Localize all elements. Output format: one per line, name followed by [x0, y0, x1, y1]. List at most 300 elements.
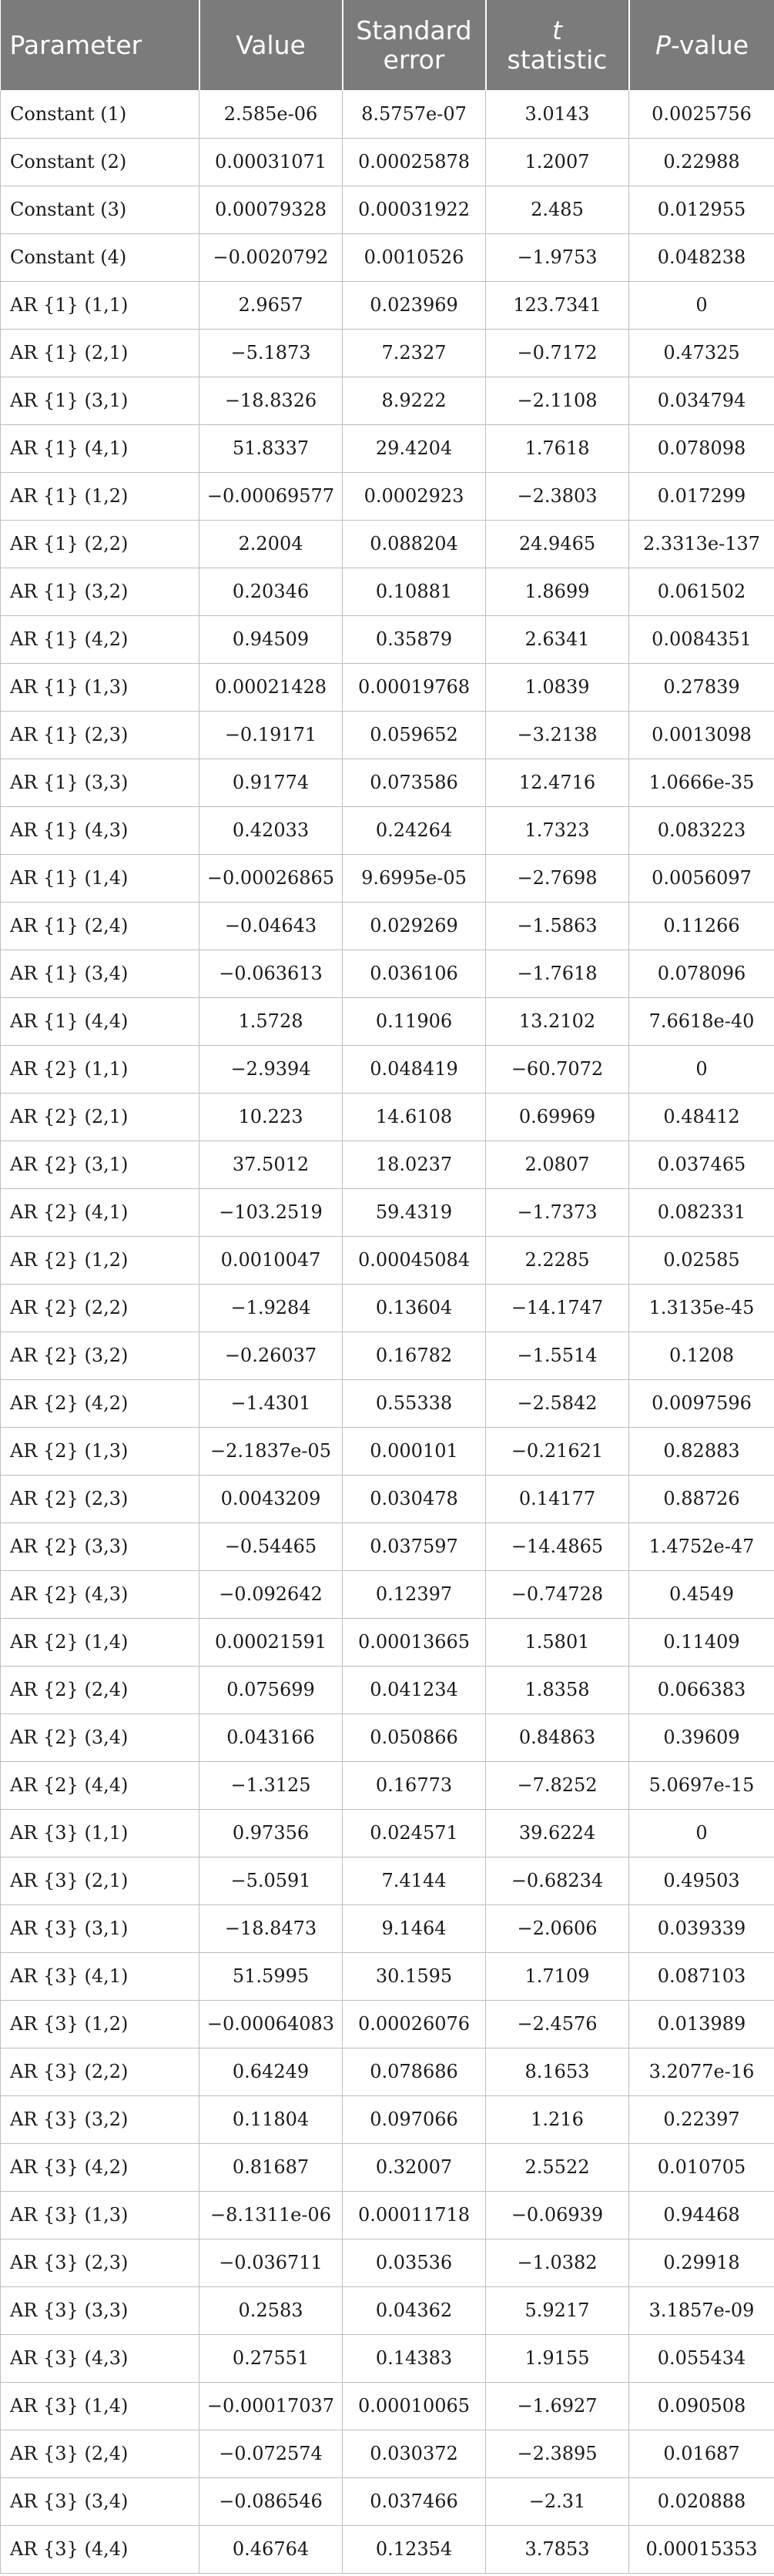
- table-row: [1, 2382, 774, 2430]
- cell-p-value: 0.048238: [629, 233, 774, 281]
- cell-p-value: 3.2077e-16: [629, 2048, 774, 2095]
- cell-standard-error: 0.14383: [343, 2334, 486, 2382]
- cell-t-statistic: −0.68234: [486, 1857, 629, 1904]
- table-body: [1, 90, 774, 2573]
- table-row: [1, 1284, 774, 1332]
- cell-value: 0.043166: [199, 1713, 343, 1761]
- cell-p-value: 0.017299: [629, 472, 774, 520]
- cell-parameter: AR {2} (2,1): [1, 1093, 199, 1141]
- cell-standard-error: 0.088204: [343, 520, 486, 568]
- table-row: [1, 1379, 774, 1427]
- cell-parameter: AR {3} (3,1): [1, 1904, 199, 1952]
- table-row: [1, 1666, 774, 1713]
- cell-p-value: 0: [629, 1809, 774, 1857]
- cell-standard-error: 0.12397: [343, 1570, 486, 1618]
- cell-p-value: 0.034794: [629, 377, 774, 424]
- cell-parameter: AR {3} (4,4): [1, 2525, 199, 2573]
- cell-t-statistic: −60.7072: [486, 1045, 629, 1093]
- cell-p-value: 0.0084351: [629, 615, 774, 663]
- cell-value: −0.04643: [199, 902, 343, 950]
- table-row: [1, 2095, 774, 2143]
- cell-standard-error: 0.16773: [343, 1761, 486, 1809]
- cell-t-statistic: −2.4576: [486, 2000, 629, 2048]
- table-row: [1, 1570, 774, 1618]
- cell-value: −0.036711: [199, 2239, 343, 2286]
- cell-value: −0.00069577: [199, 472, 343, 520]
- table-row: [1, 1809, 774, 1857]
- cell-t-statistic: 1.7618: [486, 424, 629, 472]
- cell-p-value: 0.078098: [629, 424, 774, 472]
- cell-standard-error: 0.0002923: [343, 472, 486, 520]
- cell-parameter: AR {1} (2,1): [1, 329, 199, 377]
- cell-t-statistic: 2.485: [486, 186, 629, 233]
- cell-value: 0.11804: [199, 2095, 343, 2143]
- table-row: [1, 472, 774, 520]
- table-row: [1, 1236, 774, 1284]
- cell-standard-error: 0.037466: [343, 2477, 486, 2525]
- cell-parameter: AR {3} (4,2): [1, 2143, 199, 2191]
- cell-p-value: 0.083223: [629, 806, 774, 854]
- cell-p-value: 0.94468: [629, 2191, 774, 2239]
- table-row: [1, 2048, 774, 2095]
- cell-p-value: 0.29918: [629, 2239, 774, 2286]
- cell-parameter: AR {2} (1,1): [1, 1045, 199, 1093]
- cell-standard-error: 0.048419: [343, 1045, 486, 1093]
- cell-t-statistic: −1.5514: [486, 1332, 629, 1379]
- cell-standard-error: 14.6108: [343, 1093, 486, 1141]
- cell-t-statistic: −1.6927: [486, 2382, 629, 2430]
- cell-parameter: AR {1} (1,1): [1, 281, 199, 329]
- cell-t-statistic: 0.14177: [486, 1475, 629, 1522]
- cell-t-statistic: 1.7323: [486, 806, 629, 854]
- cell-p-value: 1.4752e-47: [629, 1522, 774, 1570]
- table-row: [1, 1475, 774, 1522]
- table-row: [1, 615, 774, 663]
- table-row: [1, 2430, 774, 2477]
- cell-standard-error: 0.04362: [343, 2286, 486, 2334]
- cell-p-value: 0.0013098: [629, 711, 774, 759]
- table-row: [1, 1427, 774, 1475]
- cell-p-value: 0.037465: [629, 1141, 774, 1188]
- cell-p-value: 7.6618e-40: [629, 997, 774, 1045]
- cell-parameter: AR {2} (2,3): [1, 1475, 199, 1522]
- cell-t-statistic: −2.3803: [486, 472, 629, 520]
- cell-parameter: AR {3} (1,3): [1, 2191, 199, 2239]
- cell-p-value: 0: [629, 1045, 774, 1093]
- cell-value: 51.8337: [199, 424, 343, 472]
- cell-t-statistic: 0.84863: [486, 1713, 629, 1761]
- table-row: [1, 90, 774, 138]
- cell-t-statistic: −14.1747: [486, 1284, 629, 1332]
- cell-standard-error: 0.32007: [343, 2143, 486, 2191]
- header-row: [1, 0, 774, 90]
- cell-standard-error: 8.9222: [343, 377, 486, 424]
- cell-t-statistic: 2.0807: [486, 1141, 629, 1188]
- cell-p-value: 0.48412: [629, 1093, 774, 1141]
- cell-p-value: 0.0025756: [629, 90, 774, 138]
- cell-value: 0.2583: [199, 2286, 343, 2334]
- cell-parameter: AR {3} (1,4): [1, 2382, 199, 2430]
- cell-value: −0.19171: [199, 711, 343, 759]
- cell-t-statistic: 1.0839: [486, 663, 629, 711]
- cell-value: 0.42033: [199, 806, 343, 854]
- cell-parameter: AR {1} (4,4): [1, 997, 199, 1045]
- cell-t-statistic: 1.216: [486, 2095, 629, 2143]
- cell-parameter: AR {1} (1,4): [1, 854, 199, 902]
- cell-t-statistic: −2.7698: [486, 854, 629, 902]
- cell-t-statistic: −0.7172: [486, 329, 629, 377]
- table-header: [1, 0, 774, 90]
- cell-standard-error: 0.029269: [343, 902, 486, 950]
- cell-p-value: 0.066383: [629, 1666, 774, 1713]
- cell-value: −8.1311e-06: [199, 2191, 343, 2239]
- cell-t-statistic: 1.7109: [486, 1952, 629, 2000]
- table-row: [1, 759, 774, 806]
- cell-parameter: AR {2} (2,2): [1, 1284, 199, 1332]
- cell-t-statistic: 1.8699: [486, 568, 629, 615]
- cell-value: −0.00026865: [199, 854, 343, 902]
- cell-t-statistic: −0.21621: [486, 1427, 629, 1475]
- table-row: [1, 281, 774, 329]
- cell-parameter: AR {2} (4,1): [1, 1188, 199, 1236]
- cell-standard-error: 0.059652: [343, 711, 486, 759]
- cell-value: 37.5012: [199, 1141, 343, 1188]
- cell-standard-error: 0.036106: [343, 950, 486, 997]
- cell-t-statistic: 3.0143: [486, 90, 629, 138]
- cell-value: 0.00021591: [199, 1618, 343, 1666]
- cell-parameter: AR {3} (1,2): [1, 2000, 199, 2048]
- header-standard-error: Standard error: [343, 0, 486, 90]
- cell-standard-error: 0.078686: [343, 2048, 486, 2095]
- cell-value: 0.46764: [199, 2525, 343, 2573]
- cell-value: 10.223: [199, 1093, 343, 1141]
- cell-value: 0.64249: [199, 2048, 343, 2095]
- cell-standard-error: 0.35879: [343, 615, 486, 663]
- table-row: [1, 1093, 774, 1141]
- table-row: [1, 520, 774, 568]
- cell-value: 1.5728: [199, 997, 343, 1045]
- cell-p-value: 0: [629, 281, 774, 329]
- cell-standard-error: 7.4144: [343, 1857, 486, 1904]
- cell-p-value: 0.4549: [629, 1570, 774, 1618]
- cell-p-value: 0.087103: [629, 1952, 774, 2000]
- cell-value: 0.0010047: [199, 1236, 343, 1284]
- cell-parameter: AR {2} (1,4): [1, 1618, 199, 1666]
- cell-standard-error: 0.041234: [343, 1666, 486, 1713]
- table-row: [1, 854, 774, 902]
- cell-value: 0.20346: [199, 568, 343, 615]
- cell-standard-error: 0.000101: [343, 1427, 486, 1475]
- cell-parameter: AR {1} (2,2): [1, 520, 199, 568]
- cell-standard-error: 0.00031922: [343, 186, 486, 233]
- cell-t-statistic: −1.0382: [486, 2239, 629, 2286]
- cell-p-value: 0.0097596: [629, 1379, 774, 1427]
- cell-standard-error: 0.030478: [343, 1475, 486, 1522]
- cell-parameter: AR {2} (3,1): [1, 1141, 199, 1188]
- cell-t-statistic: 39.6224: [486, 1809, 629, 1857]
- cell-p-value: 0.49503: [629, 1857, 774, 1904]
- cell-value: −0.00064083: [199, 2000, 343, 2048]
- cell-p-value: 0.88726: [629, 1475, 774, 1522]
- table-row: [1, 377, 774, 424]
- cell-value: 0.00079328: [199, 186, 343, 233]
- cell-value: 0.97356: [199, 1809, 343, 1857]
- cell-p-value: 2.3313e-137: [629, 520, 774, 568]
- cell-t-statistic: −1.7373: [486, 1188, 629, 1236]
- cell-standard-error: 18.0237: [343, 1141, 486, 1188]
- cell-value: −0.063613: [199, 950, 343, 997]
- cell-parameter: AR {1} (3,2): [1, 568, 199, 615]
- cell-p-value: 0.012955: [629, 186, 774, 233]
- table-row: [1, 1045, 774, 1093]
- header-p-value: P-value: [629, 0, 774, 90]
- cell-parameter: Constant (2): [1, 138, 199, 186]
- cell-standard-error: 0.03536: [343, 2239, 486, 2286]
- cell-value: 0.0043209: [199, 1475, 343, 1522]
- cell-parameter: AR {3} (3,4): [1, 2477, 199, 2525]
- cell-standard-error: 0.023969: [343, 281, 486, 329]
- cell-t-statistic: 13.2102: [486, 997, 629, 1045]
- cell-p-value: 0.11409: [629, 1618, 774, 1666]
- table-row: [1, 2286, 774, 2334]
- cell-p-value: 0.01687: [629, 2430, 774, 2477]
- cell-t-statistic: 123.7341: [486, 281, 629, 329]
- cell-standard-error: 59.4319: [343, 1188, 486, 1236]
- cell-t-statistic: 8.1653: [486, 2048, 629, 2095]
- table-row: [1, 1188, 774, 1236]
- cell-standard-error: 0.00045084: [343, 1236, 486, 1284]
- cell-standard-error: 0.24264: [343, 806, 486, 854]
- cell-t-statistic: 1.2007: [486, 138, 629, 186]
- cell-p-value: 0.39609: [629, 1713, 774, 1761]
- cell-parameter: Constant (1): [1, 90, 199, 138]
- cell-value: −1.3125: [199, 1761, 343, 1809]
- cell-value: 0.27551: [199, 2334, 343, 2382]
- cell-parameter: AR {2} (3,4): [1, 1713, 199, 1761]
- cell-value: −0.00017037: [199, 2382, 343, 2430]
- cell-parameter: AR {2} (1,2): [1, 1236, 199, 1284]
- cell-standard-error: 0.55338: [343, 1379, 486, 1427]
- cell-value: 0.075699: [199, 1666, 343, 1713]
- cell-p-value: 1.0666e-35: [629, 759, 774, 806]
- cell-value: −2.9394: [199, 1045, 343, 1093]
- cell-t-statistic: −2.5842: [486, 1379, 629, 1427]
- cell-parameter: AR {3} (4,1): [1, 1952, 199, 2000]
- cell-parameter: Constant (3): [1, 186, 199, 233]
- cell-value: −1.9284: [199, 1284, 343, 1332]
- cell-standard-error: 0.16782: [343, 1332, 486, 1379]
- cell-value: −0.54465: [199, 1522, 343, 1570]
- cell-p-value: 0.020888: [629, 2477, 774, 2525]
- cell-p-value: 0.090508: [629, 2382, 774, 2430]
- cell-p-value: 0.27839: [629, 663, 774, 711]
- cell-parameter: AR {3} (2,1): [1, 1857, 199, 1904]
- table-row: [1, 2191, 774, 2239]
- table-row: [1, 2239, 774, 2286]
- cell-standard-error: 29.4204: [343, 424, 486, 472]
- header-parameter: Parameter: [1, 0, 199, 90]
- table-row: [1, 2143, 774, 2191]
- cell-value: 0.00031071: [199, 138, 343, 186]
- cell-p-value: 0.11266: [629, 902, 774, 950]
- cell-p-value: 0.055434: [629, 2334, 774, 2382]
- cell-t-statistic: 0.69969: [486, 1093, 629, 1141]
- cell-standard-error: 0.11906: [343, 997, 486, 1045]
- cell-value: 2.2004: [199, 520, 343, 568]
- table-row: [1, 186, 774, 233]
- cell-t-statistic: −2.1108: [486, 377, 629, 424]
- cell-p-value: 0.013989: [629, 2000, 774, 2048]
- cell-value: −1.4301: [199, 1379, 343, 1427]
- cell-value: −5.1873: [199, 329, 343, 377]
- cell-standard-error: 0.12354: [343, 2525, 486, 2573]
- cell-p-value: 1.3135e-45: [629, 1284, 774, 1332]
- cell-t-statistic: −1.9753: [486, 233, 629, 281]
- header-t-statistic: t statistic: [486, 0, 629, 90]
- cell-parameter: AR {3} (2,4): [1, 2430, 199, 2477]
- cell-t-statistic: −14.4865: [486, 1522, 629, 1570]
- cell-parameter: AR {3} (4,3): [1, 2334, 199, 2382]
- table-row: [1, 806, 774, 854]
- cell-p-value: 0.082331: [629, 1188, 774, 1236]
- cell-standard-error: 0.097066: [343, 2095, 486, 2143]
- cell-t-statistic: 1.8358: [486, 1666, 629, 1713]
- cell-parameter: AR {2} (3,2): [1, 1332, 199, 1379]
- cell-t-statistic: −1.7618: [486, 950, 629, 997]
- cell-standard-error: 0.13604: [343, 1284, 486, 1332]
- table-row: [1, 2477, 774, 2525]
- cell-t-statistic: −1.5863: [486, 902, 629, 950]
- table-row: [1, 663, 774, 711]
- cell-t-statistic: −3.2138: [486, 711, 629, 759]
- cell-value: 0.91774: [199, 759, 343, 806]
- cell-value: −0.26037: [199, 1332, 343, 1379]
- table-row: [1, 424, 774, 472]
- cell-p-value: 0.010705: [629, 2143, 774, 2191]
- cell-t-statistic: −2.0606: [486, 1904, 629, 1952]
- cell-parameter: AR {2} (1,3): [1, 1427, 199, 1475]
- cell-p-value: 0.47325: [629, 329, 774, 377]
- cell-parameter: AR {3} (2,2): [1, 2048, 199, 2095]
- table-row: [1, 1713, 774, 1761]
- cell-parameter: AR {1} (1,3): [1, 663, 199, 711]
- cell-t-statistic: 1.5801: [486, 1618, 629, 1666]
- cell-standard-error: 0.0010526: [343, 233, 486, 281]
- cell-parameter: AR {1} (3,4): [1, 950, 199, 997]
- cell-parameter: Constant (4): [1, 233, 199, 281]
- table-row: [1, 711, 774, 759]
- cell-parameter: AR {3} (1,1): [1, 1809, 199, 1857]
- cell-t-statistic: −7.8252: [486, 1761, 629, 1809]
- cell-parameter: AR {2} (3,3): [1, 1522, 199, 1570]
- cell-t-statistic: 2.2285: [486, 1236, 629, 1284]
- cell-standard-error: 0.00013665: [343, 1618, 486, 1666]
- cell-parameter: AR {1} (4,2): [1, 615, 199, 663]
- table-row: [1, 233, 774, 281]
- cell-value: −18.8326: [199, 377, 343, 424]
- cell-parameter: AR {3} (3,2): [1, 2095, 199, 2143]
- cell-p-value: 0.078096: [629, 950, 774, 997]
- cell-value: −0.086546: [199, 2477, 343, 2525]
- cell-parameter: AR {1} (1,2): [1, 472, 199, 520]
- cell-standard-error: 0.050866: [343, 1713, 486, 1761]
- cell-value: 0.81687: [199, 2143, 343, 2191]
- cell-t-statistic: −0.74728: [486, 1570, 629, 1618]
- table-row: [1, 1761, 774, 1809]
- cell-value: 0.00021428: [199, 663, 343, 711]
- cell-value: −103.2519: [199, 1188, 343, 1236]
- cell-value: 0.94509: [199, 615, 343, 663]
- table-row: [1, 568, 774, 615]
- cell-value: 2.585e-06: [199, 90, 343, 138]
- cell-standard-error: 0.00019768: [343, 663, 486, 711]
- cell-t-statistic: −2.31: [486, 2477, 629, 2525]
- cell-standard-error: 9.6995e-05: [343, 854, 486, 902]
- table-row: [1, 2525, 774, 2573]
- cell-value: −5.0591: [199, 1857, 343, 1904]
- table-row: [1, 138, 774, 186]
- cell-value: −0.092642: [199, 1570, 343, 1618]
- cell-parameter: AR {1} (2,4): [1, 902, 199, 950]
- cell-parameter: AR {2} (4,3): [1, 1570, 199, 1618]
- table-row: [1, 1141, 774, 1188]
- cell-standard-error: 30.1595: [343, 1952, 486, 2000]
- cell-standard-error: 0.00010065: [343, 2382, 486, 2430]
- table-row: [1, 1904, 774, 1952]
- cell-t-statistic: 12.4716: [486, 759, 629, 806]
- cell-t-statistic: 24.9465: [486, 520, 629, 568]
- cell-parameter: AR {2} (4,2): [1, 1379, 199, 1427]
- header-value: Value: [199, 0, 343, 90]
- table-row: [1, 1522, 774, 1570]
- cell-parameter: AR {2} (2,4): [1, 1666, 199, 1713]
- cell-standard-error: 7.2327: [343, 329, 486, 377]
- cell-standard-error: 8.5757e-07: [343, 90, 486, 138]
- cell-value: 2.9657: [199, 281, 343, 329]
- cell-t-statistic: −2.3895: [486, 2430, 629, 2477]
- table-row: [1, 950, 774, 997]
- table-row: [1, 2334, 774, 2382]
- cell-standard-error: 0.024571: [343, 1809, 486, 1857]
- cell-p-value: 0.039339: [629, 1904, 774, 1952]
- cell-parameter: AR {1} (2,3): [1, 711, 199, 759]
- cell-value: −0.072574: [199, 2430, 343, 2477]
- cell-parameter: AR {3} (3,3): [1, 2286, 199, 2334]
- cell-standard-error: 9.1464: [343, 1904, 486, 1952]
- table-row: [1, 1952, 774, 2000]
- table-row: [1, 1332, 774, 1379]
- cell-t-statistic: 3.7853: [486, 2525, 629, 2573]
- cell-p-value: 5.0697e-15: [629, 1761, 774, 1809]
- cell-t-statistic: 1.9155: [486, 2334, 629, 2382]
- cell-value: −2.1837e-05: [199, 1427, 343, 1475]
- cell-t-statistic: 2.5522: [486, 2143, 629, 2191]
- table-row: [1, 1857, 774, 1904]
- cell-value: −18.8473: [199, 1904, 343, 1952]
- cell-parameter: AR {3} (2,3): [1, 2239, 199, 2286]
- cell-p-value: 0.22988: [629, 138, 774, 186]
- cell-standard-error: 0.00025878: [343, 138, 486, 186]
- cell-standard-error: 0.00026076: [343, 2000, 486, 2048]
- table-row: [1, 329, 774, 377]
- cell-parameter: AR {1} (4,3): [1, 806, 199, 854]
- cell-p-value: 0.02585: [629, 1236, 774, 1284]
- cell-parameter: AR {2} (4,4): [1, 1761, 199, 1809]
- cell-standard-error: 0.00011718: [343, 2191, 486, 2239]
- cell-standard-error: 0.10881: [343, 568, 486, 615]
- cell-parameter: AR {1} (4,1): [1, 424, 199, 472]
- cell-parameter: AR {1} (3,1): [1, 377, 199, 424]
